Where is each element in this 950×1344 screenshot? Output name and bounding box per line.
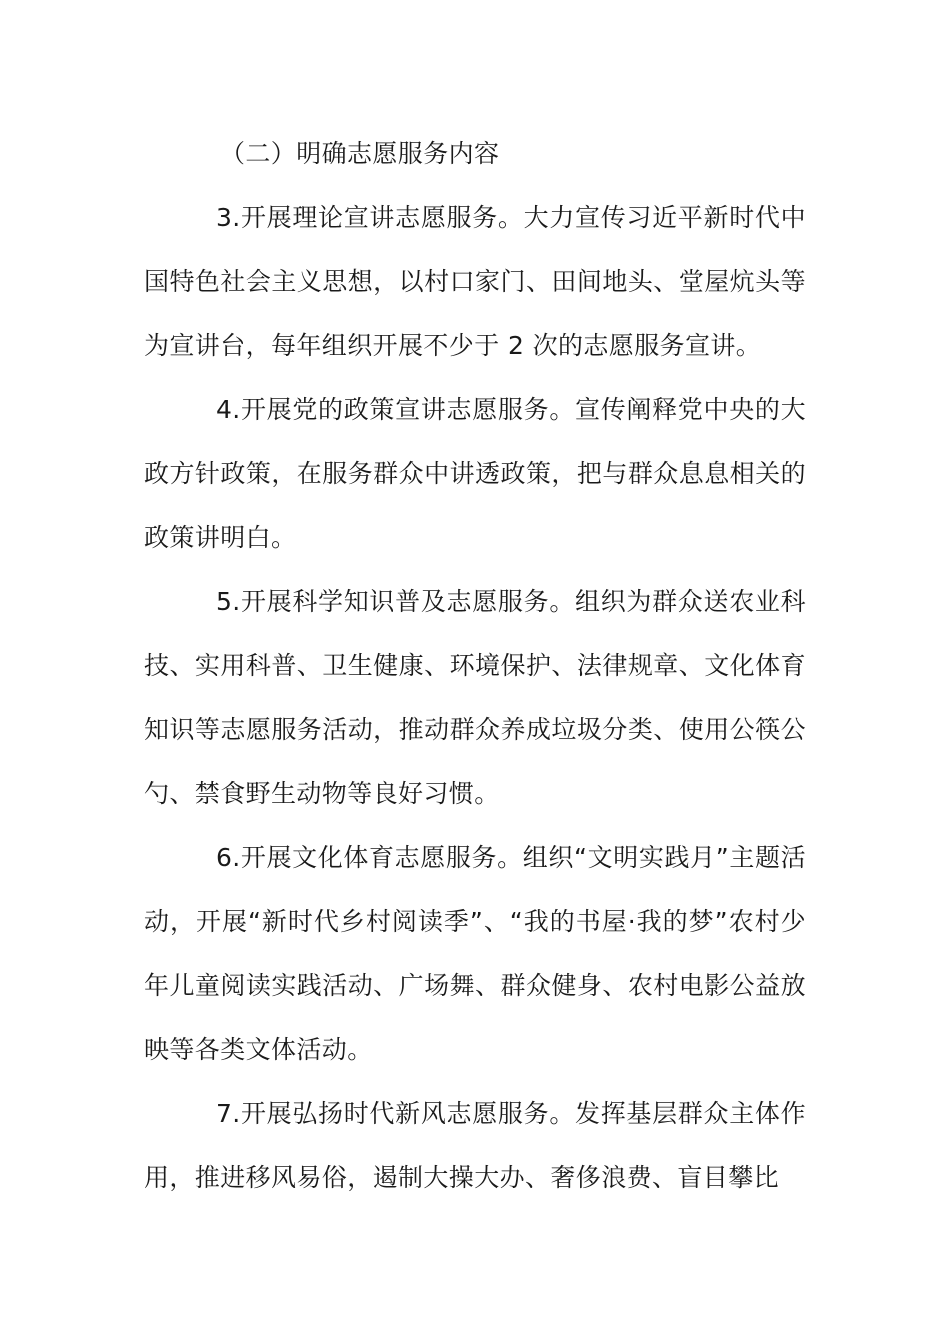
paragraph-new-customs: 7.开展弘扬时代新风志愿服务。发挥基层群众主体作用，推进移风易俗，遏制大操大办、奢侈浪费、盲目攀比 xyxy=(144,1099,806,1192)
paragraph-culture-sports: 6.开展文化体育志愿服务。组织“文明实践月”主题活动，开展“新时代乡村阅读季”、“我的书屋·我的梦”农村少年儿童阅读实践活动、广场舞、群众健身、农村电影公益放映等各类文体活动。 xyxy=(144,843,806,1064)
paragraph-policy-lectures: 4.开展党的政策宣讲志愿服务。宣传阐释党中央的大政方针政策，在服务群众中讲透政策，把与群众息息相关的政策讲明白。 xyxy=(144,395,806,552)
paragraph-science-popularization: 5.开展科学知识普及志愿服务。组织为群众送农业科技、实用科普、卫生健康、环境保护、法律规章、文化体育知识等志愿服务活动，推动群众养成垃圾分类、使用公筷公勺、禁食野生动物等良好习惯。 xyxy=(144,587,806,808)
document-body xyxy=(144,122,806,1210)
section-heading: （二）明确志愿服务内容 xyxy=(220,139,500,168)
paragraph-theory-lectures: 3.开展理论宣讲志愿服务。大力宣传习近平新时代中国特色社会主义思想，以村口家门、田间地头、堂屋炕头等为宣讲台，每年组织开展不少于 2 次的志愿服务宣讲。 xyxy=(144,203,806,360)
